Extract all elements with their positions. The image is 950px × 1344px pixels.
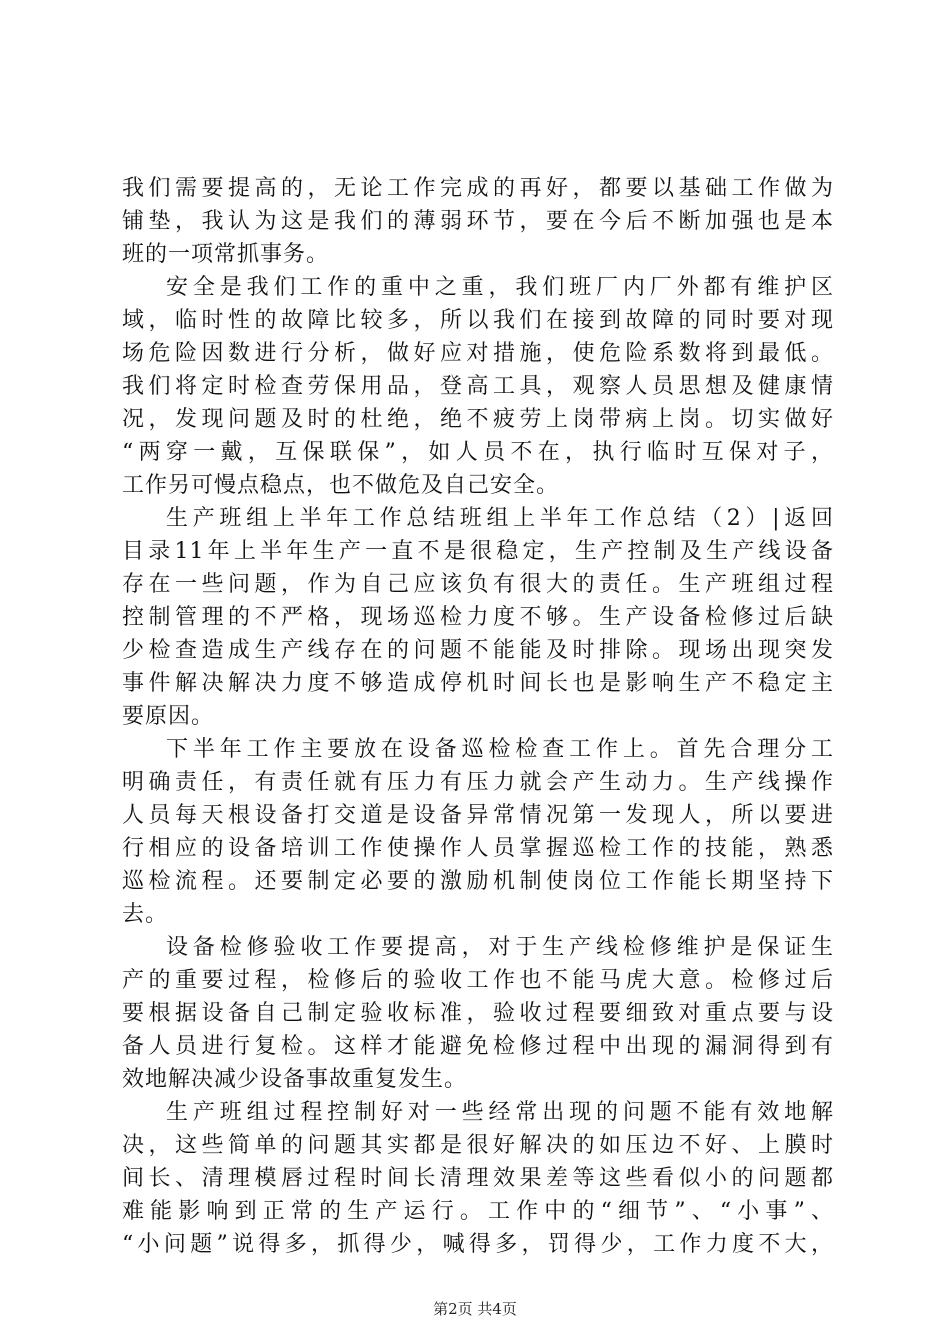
text-line: 工作另可慢点稳点，也不做危及自己安全。 (122, 473, 560, 498)
text-line: 人员每天根设备打交道是设备异常情况第一发现人，所以要进 (122, 803, 834, 828)
text-line: 控制管理的不严格，现场巡检力度不够。生产设备检修过后缺 (122, 605, 834, 630)
text-line: “两穿一戴，互保联保”，如人员不在，执行临时互保对子， (122, 440, 834, 465)
text-line: 决，这些简单的问题其实都是很好解决的如压边不好、上膜时 (122, 1133, 834, 1158)
document-body (122, 172, 834, 1261)
page-number: 第2页 共4页 (433, 1300, 517, 1318)
text-line: 安全是我们工作的重中之重，我们班厂内厂外都有维护区 (166, 275, 834, 300)
text-line: 事件解决解决力度不够造成停机时间长也是影响生产不稳定主 (122, 671, 834, 696)
paragraph (122, 733, 834, 931)
text-line: 要根据设备自己制定验收标准，验收过程要细致对重点要与设 (122, 1001, 834, 1026)
text-line: 去。 (122, 902, 169, 927)
text-line: 班的一项常抓事务。 (122, 242, 330, 267)
paragraph (122, 931, 834, 1096)
text-line: “小问题”说得多，抓得少，喊得多，罚得少，工作力度不大， (122, 1232, 834, 1257)
paragraph (122, 502, 834, 733)
text-line: 域，临时性的故障比较多，所以我们在接到故障的同时要对现 (122, 308, 834, 333)
text-line: 存在一些问题，作为自己应该负有很大的责任。生产班组过程 (122, 572, 834, 597)
text-line: 少检查造成生产线存在的问题不能能及时排除。现场出现突发 (122, 638, 834, 663)
text-line: 间长、清理模唇过程时间长清理效果差等这些看似小的问题都 (122, 1166, 834, 1191)
paragraph (122, 271, 834, 502)
paragraph (122, 172, 834, 271)
text-line: 行相应的设备培训工作使操作人员掌握巡检工作的技能，熟悉 (122, 836, 834, 861)
text-line: 况，发现问题及时的杜绝，绝不疲劳上岗带病上岗。切实做好 (122, 407, 834, 432)
text-line: 目录11年上半年生产一直不是很稳定，生产控制及生产线设备 (122, 539, 834, 564)
text-line: 生产班组上半年工作总结班组上半年工作总结（2）|返回 (166, 506, 834, 531)
text-line: 巡检流程。还要制定必要的激励机制使岗位工作能长期坚持下 (122, 869, 834, 894)
text-line: 铺垫，我认为这是我们的薄弱环节，要在今后不断加强也是本 (122, 209, 834, 234)
text-line: 设备检修验收工作要提高，对于生产线检修维护是保证生 (166, 935, 834, 960)
text-line: 备人员进行复检。这样才能避免检修过程中出现的漏洞得到有 (122, 1034, 834, 1059)
text-line: 要原因。 (122, 704, 215, 729)
text-line: 明确责任，有责任就有压力有压力就会产生动力。生产线操作 (122, 770, 834, 795)
text-line: 我们需要提高的，无论工作完成的再好，都要以基础工作做为 (122, 176, 834, 201)
text-line: 场危险因数进行分析，做好应对措施，使危险系数将到最低。 (122, 341, 834, 366)
text-line: 效地解决减少设备事故重复发生。 (122, 1067, 468, 1092)
text-line: 产的重要过程，检修后的验收工作也不能马虎大意。检修过后 (122, 968, 834, 993)
text-line: 我们将定时检查劳保用品，登高工具，观察人员思想及健康情 (122, 374, 834, 399)
text-line: 生产班组过程控制好对一些经常出现的问题不能有效地解 (166, 1100, 834, 1125)
text-line: 下半年工作主要放在设备巡检检查工作上。首先合理分工 (166, 737, 834, 762)
text-line: 难能影响到正常的生产运行。工作中的“细节”、“小事”、 (122, 1199, 834, 1224)
paragraph (122, 1096, 834, 1261)
